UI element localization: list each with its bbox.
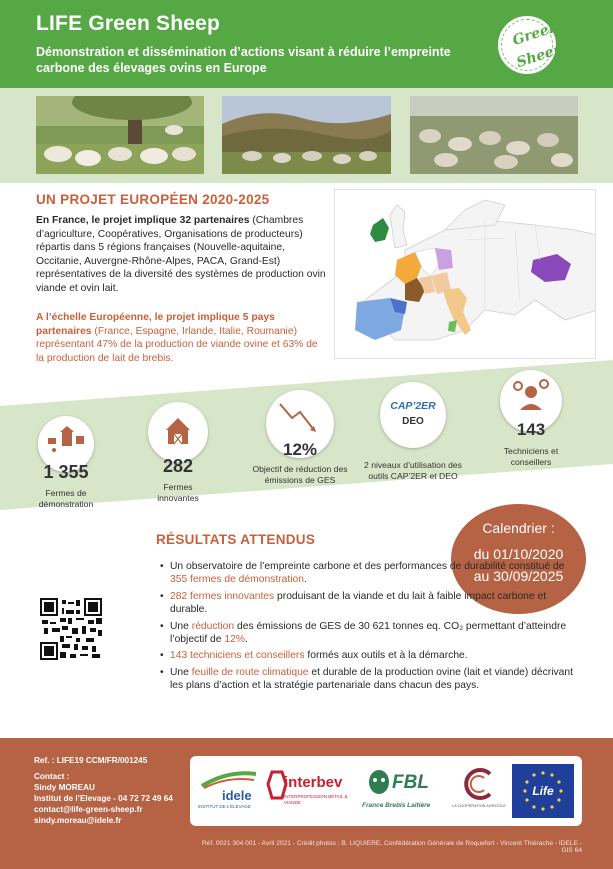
result-text: Un observatoire de l’empreinte carbone et des performances de durabilité constitué de: [170, 561, 568, 572]
calendar-end: au 30/09/2025: [473, 568, 564, 584]
stat-label-cap2er: 2 niveaux d’utilisation des outils CAP’2ER et DEO: [364, 460, 462, 481]
list-item: [160, 560, 580, 587]
contact-label: Contact :: [34, 772, 70, 781]
partner-logos: [190, 756, 582, 826]
result-highlight: 1 355 fermes de démonstration: [170, 561, 573, 586]
sheep-head-icon: [366, 768, 392, 798]
idele-swoosh-icon: [198, 768, 260, 790]
logo-text-sheep: Sheep: [514, 40, 566, 72]
idele-logo-text: idele: [222, 788, 252, 803]
stat-label-innovative-farms: Fermes innovantes: [157, 482, 199, 503]
photo-sheep-landscape: [222, 96, 391, 174]
stat-value-ges-reduction: 12%: [282, 440, 318, 459]
project-france-bold: En France, le projet implique 32 partenaires: [36, 215, 250, 226]
stat-label-technicians: Techniciens et conseillers: [503, 446, 559, 467]
stat-value-technicians: 143: [516, 420, 546, 439]
result-text: Une: [170, 666, 192, 678]
stat-label-ges-reduction: Objectif de réduction des émissions de GES: [252, 464, 348, 485]
result-highlight: 282 fermes innovantes: [170, 590, 275, 602]
photo-sheep-grazing: [36, 96, 204, 174]
list-item: [160, 649, 580, 662]
stat-value-innovative-farms: 282: [162, 456, 194, 476]
interbev-logo: [266, 768, 354, 814]
eu-life-text: Life: [532, 784, 554, 798]
result-text: produisant de la viande et du lait à faible impact carbone et durable.: [170, 590, 547, 616]
eu-life-logo: [512, 764, 574, 818]
deo-label: DEO: [402, 416, 424, 427]
list-item: [160, 620, 580, 647]
cooperation-logo-subtitle: LA COOPÉRATION AGRICOLE: [452, 804, 506, 808]
idele-logo-subtitle: INSTITUT DE L’ÉLEVAGE: [198, 804, 251, 809]
result-text: et durable de la production ovine (lait et viande) décrivant les plans d’action et la stratégie partenariale dans chacun des pays.: [170, 666, 573, 692]
project-france-text: [36, 214, 326, 296]
contact-email[interactable]: contact@life-green-sheep.fr: [34, 805, 143, 814]
contact-email[interactable]: sindy.moreau@idele.fr: [34, 816, 122, 825]
photo-credits: Réf. 0021 304 001 - Avril 2021 - Crédit photos : B. LIQUIERE, Confédération Générale de Roquefort - Vincent Thiérache - IDELE - GIS 64: [201, 840, 582, 854]
result-highlight: réduction: [191, 620, 235, 632]
project-section-title: UN PROJET EUROPÉEN 2020-2025: [36, 192, 270, 207]
stat-circle-cap2er: [380, 382, 446, 448]
list-item: [160, 666, 580, 693]
result-text: des émissions de GES de 30 621 tonnes eq. CO₂ permettant d’atteindre l’objectif de: [170, 620, 567, 646]
europe-map: [334, 189, 596, 359]
result-highlight: 12%: [224, 634, 245, 646]
reference-number: Ref. : LIFE19 CCM/FR/001245: [34, 756, 148, 765]
barn-icon: [148, 402, 208, 462]
list-item: [160, 590, 580, 617]
logo-text-green: Green: [510, 19, 561, 49]
fbl-logo-subtitle: France Brebis Laitière: [362, 802, 431, 809]
idele-logo: [198, 768, 260, 814]
contact-name: Sindy MOREAU: [34, 783, 95, 792]
page-title: LIFE Green Sheep: [36, 12, 221, 35]
page-subtitle: Démonstration et dissémination d’actions visant à réduire l’empreinte carbone des élevages ovins en Europe: [36, 45, 451, 75]
stat-value-demo-farms: 1 355: [43, 462, 89, 482]
results-section-title: RÉSULTATS ATTENDUS: [156, 532, 316, 547]
calendar-start: du 01/10/2020: [473, 546, 564, 562]
stat-label-demo-farms: Fermes de démonstration: [38, 488, 94, 509]
contact-org: Institut de l’Elevage - 04 72 72 49 64: [34, 794, 173, 803]
fbl-logo: [362, 764, 444, 818]
footer: [0, 738, 613, 869]
contact-block: [34, 771, 173, 826]
project-europe-bold: A l’échelle Européenne, le projet implique 5 pays partenaires: [36, 312, 275, 337]
result-text: .: [245, 634, 248, 646]
cooperation-agricole-logo: [452, 766, 506, 816]
stat-circle-innovative-farms: [148, 402, 208, 462]
photo-band: [0, 88, 613, 183]
project-france-rest: (Chambres d’agriculture, Coopératives, Organisations de producteurs) répartis dans 5 régions françaises (Nouvelle-aquitaine, Occitanie, Auvergne-Rhône-Alpes, PACA, Grand-Est) représentatives de la diversité des systèmes de production ovin viande et ovin lait.: [36, 215, 326, 294]
results-list: [160, 560, 580, 696]
interbev-logo-text: interbev: [284, 774, 343, 791]
result-highlight: 143 techniciens et conseillers: [170, 650, 305, 662]
header-banner: [0, 0, 613, 88]
project-europe-rest: (France, Espagne, Irlande, Italie, Roumanie) représentant 47% de la production de viande ovine et 63% de la production de lait de brebis.: [36, 325, 318, 364]
interbev-logo-subtitle: INTERPROFESSION BÉTAIL & VIANDE: [284, 794, 348, 805]
fbl-logo-text: FBL: [392, 772, 429, 793]
cooperation-c-icon: [462, 768, 498, 800]
photo-sheep-flock: [410, 96, 578, 174]
stats-band: [0, 360, 613, 510]
cap2er-logo: CAP’2ER: [390, 400, 436, 412]
result-text: .: [303, 574, 307, 586]
calendar-label: Calendrier :: [482, 520, 555, 536]
result-text: formés aux outils et à la démarche.: [304, 650, 468, 662]
result-highlight: feuille de route climatique: [191, 666, 309, 678]
result-text: Une: [170, 620, 192, 632]
qr-code[interactable]: [40, 598, 102, 660]
project-europe-text: [36, 311, 326, 365]
green-sheep-logo: [496, 14, 566, 76]
